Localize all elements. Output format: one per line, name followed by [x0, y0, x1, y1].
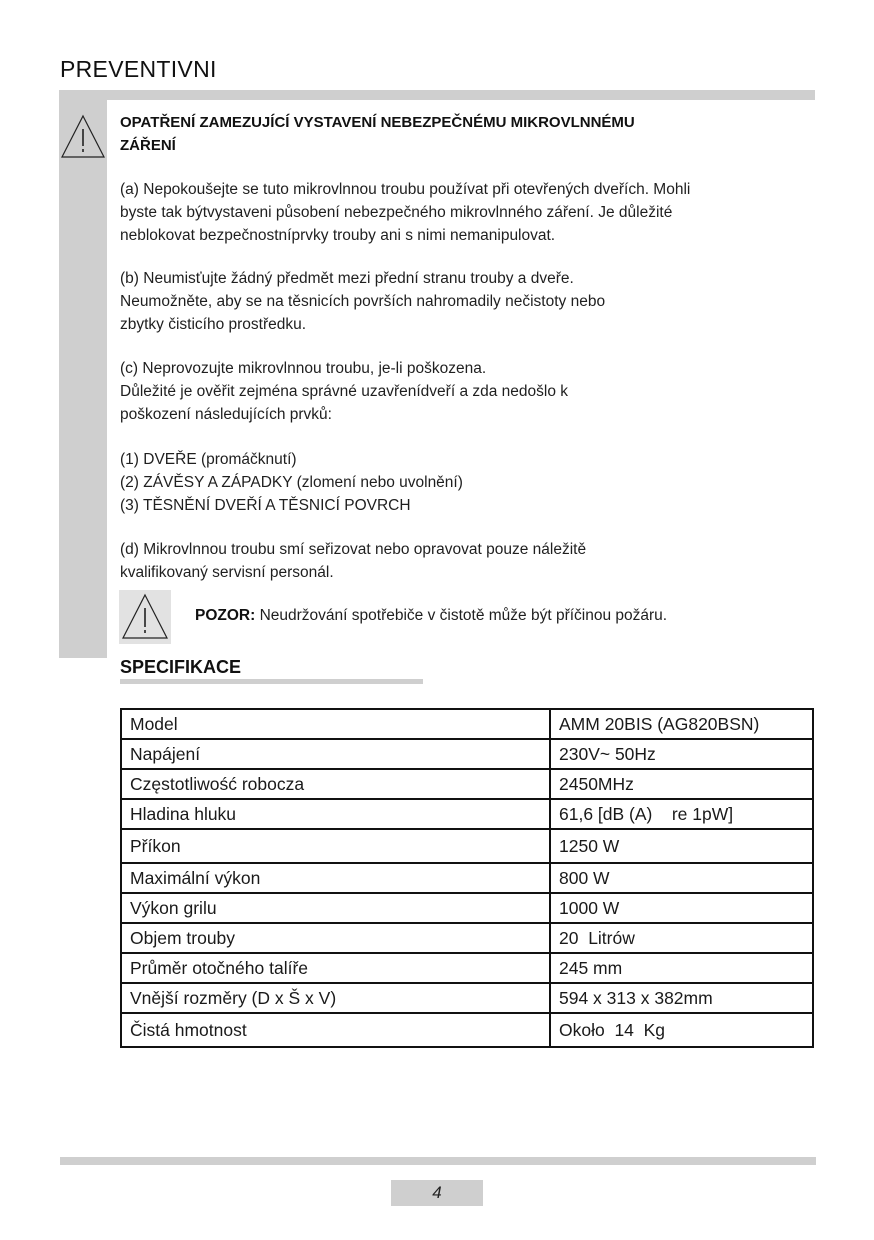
paragraph-line: (b) Neumisťujte žádný předmět mezi přední stranu trouby a dveře. [120, 270, 574, 287]
caution-triangle-icon [119, 590, 171, 644]
table-row [121, 983, 813, 1013]
paragraph-line: kvalifikovaný servisní personál. [120, 564, 334, 581]
spec-value: 245 mm [550, 953, 813, 983]
spec-label: Model [121, 709, 550, 739]
spec-heading-underline [120, 679, 423, 684]
caution-text: Neudržování spotřebiče v čistotě může být příčinou požáru. [255, 607, 668, 624]
inspection-list [120, 448, 820, 517]
spec-heading: SPECIFIKACE [120, 657, 242, 677]
warning-heading-line: ZÁŘENÍ [120, 137, 176, 154]
spec-value: 594 x 313 x 382mm [550, 983, 813, 1013]
warning-heading [120, 111, 810, 157]
spec-value: 230V~ 50Hz [550, 739, 813, 769]
spec-value: AMM 20BIS (AG820BSN) [550, 709, 813, 739]
paragraph-line: byste tak býtvystaveni působení nebezpečného mikrovlnného záření. Je důležité [120, 204, 673, 221]
paragraph-line: zbytky čisticího prostředku. [120, 316, 307, 333]
table-row [121, 1013, 813, 1047]
spec-label: Hladina hluku [121, 799, 550, 829]
spec-label: Výkon grilu [121, 893, 550, 923]
paragraph-line: (c) Neprovozujte mikrovlnnou troubu, je-li poškozena. [120, 360, 487, 377]
paragraph-c [120, 357, 820, 426]
footer-divider [60, 1157, 816, 1165]
page-number: 4 [391, 1180, 483, 1206]
table-row [121, 893, 813, 923]
page-title: PREVENTIVNI [60, 56, 217, 82]
spec-label: Objem trouby [121, 923, 550, 953]
table-row [121, 863, 813, 893]
spec-value: 2450MHz [550, 769, 813, 799]
spec-value: 1000 W [550, 893, 813, 923]
paragraph-line: (a) Nepokoušejte se tuto mikrovlnnou troubu používat při otevřených dveřích. Mohli [120, 181, 691, 198]
list-item: (3) TĚSNĚNÍ DVEŘÍ A TĚSNICÍ POVRCH [120, 497, 411, 514]
paragraph-line: poškození následujících prvků: [120, 406, 332, 423]
paragraph-line: Neumožněte, aby se na těsnicích površích nahromadily nečistoty nebo [120, 293, 606, 310]
spec-label: Příkon [121, 829, 550, 863]
spec-label: Vnější rozměry (D x Š x V) [121, 983, 550, 1013]
spec-value: 61,6 [dB (A) re 1pW] [550, 799, 813, 829]
spec-value: Około 14 Kg [550, 1013, 813, 1047]
spec-label: Průměr otočného talíře [121, 953, 550, 983]
table-row [121, 953, 813, 983]
table-row [121, 739, 813, 769]
warning-side-bar [59, 100, 107, 658]
spec-value: 20 Litrów [550, 923, 813, 953]
paragraph-line: neblokovat bezpečnostníprvky trouby ani s nimi nemanipulovat. [120, 227, 556, 244]
paragraph-d [120, 538, 820, 584]
list-item: (1) DVEŘE (promáčknutí) [120, 451, 297, 468]
paragraph-line: (d) Mikrovlnnou troubu smí seřizovat nebo opravovat pouze náležitě [120, 541, 587, 558]
top-divider [59, 90, 815, 100]
warning-triangle-icon [59, 112, 107, 160]
caution-note [195, 607, 667, 625]
list-item: (2) ZÁVĚSY A ZÁPADKY (zlomení nebo uvolnění) [120, 474, 463, 491]
paragraph-line: Důležité je ověřit zejména správné uzavřenídveří a zda nedošlo k [120, 383, 569, 400]
caution-label: POZOR: [195, 607, 256, 624]
paragraph-a [120, 178, 820, 247]
table-row [121, 769, 813, 799]
paragraph-b [120, 267, 820, 336]
spec-label: Čistá hmotnost [121, 1013, 550, 1047]
table-row [121, 829, 813, 863]
spec-label: Napájení [121, 739, 550, 769]
table-row [121, 923, 813, 953]
table-row [121, 799, 813, 829]
spec-label: Częstotliwość robocza [121, 769, 550, 799]
spec-table [120, 708, 814, 1048]
table-row [121, 709, 813, 739]
spec-label: Maximální výkon [121, 863, 550, 893]
spec-value: 800 W [550, 863, 813, 893]
spec-value: 1250 W [550, 829, 813, 863]
warning-heading-line: OPATŘENÍ ZAMEZUJÍCÍ VYSTAVENÍ NEBEZPEČNÉMU MIKROVLNNÉMU [120, 114, 635, 131]
